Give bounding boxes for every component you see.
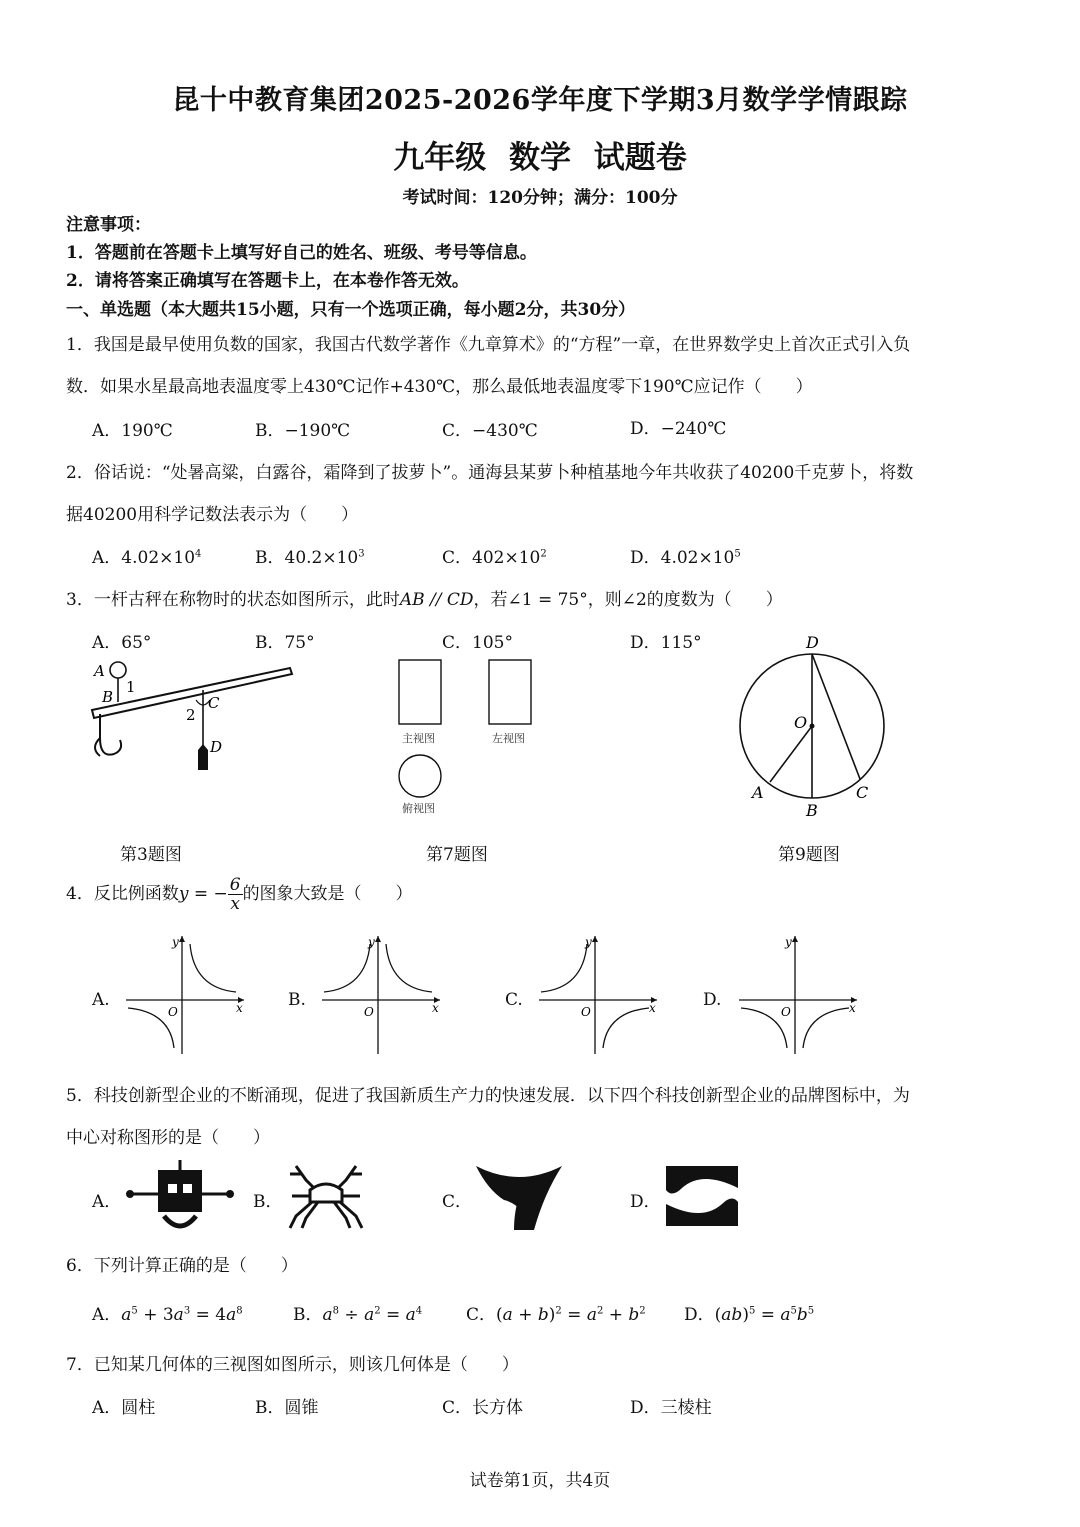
section-title: 一、单选题（本大题共15小题，只有一个选项正确，每小题2分，共30分） — [66, 300, 636, 320]
fig9-label-o: O — [794, 713, 808, 732]
q1-option-c: C．−430℃ — [442, 421, 538, 441]
q3-option-b: B．75° — [255, 633, 315, 653]
q5-line1: 5．科技创新型企业的不断涌现，促进了我国新质生产力的快速发展．以下四个科技创新型企业的品牌图标中，为 — [66, 1086, 910, 1106]
fig3-caption: 第3题图 — [120, 845, 182, 865]
q5-option-d-label: D． — [630, 1192, 661, 1212]
fig3-label-b: B — [102, 688, 114, 706]
q1-line2: 数．如果水星最高地表温度零上430℃记作+430℃，那么最低地表温度零下190℃应记作（ ） — [66, 377, 813, 397]
steelyard-weight — [198, 750, 208, 770]
q2-option-a: A．$4.02\times 10^4$ — [92, 548, 202, 568]
side-view-rect — [489, 660, 531, 724]
fig9-label-a: A — [752, 783, 764, 802]
fig9-label-d: D — [806, 633, 819, 652]
top-view-label: 俯视图 — [402, 802, 435, 815]
svg-text:O: O — [364, 1005, 374, 1019]
fig3-label-c: C — [208, 694, 220, 712]
fig9-label-b: B — [806, 801, 818, 820]
q5-logo-c-curved-triangle-icon — [474, 1160, 564, 1232]
q6-option-d: D．$(ab)^5 = a^5b^5$ — [684, 1305, 815, 1325]
q3-stem: 3．一杆古秤在称物时的状态如图所示，此时AB // CD，若∠1 = 75°，则∠2的度数为（ ） — [66, 590, 783, 610]
paper-subtitle: 九年级 数学 试题卷 — [393, 140, 687, 176]
q6-option-a: A．$a^5 + 3a^3 = 4a^8$ — [92, 1305, 243, 1325]
q2-option-d: D．$4.02\times 10^5$ — [630, 548, 741, 568]
q7-option-a: A．圆柱 — [92, 1398, 156, 1418]
svg-text:y: y — [172, 935, 179, 949]
fig7-caption: 第7题图 — [426, 845, 488, 865]
svg-text:x: x — [236, 1001, 243, 1015]
curve-q2 — [324, 944, 370, 992]
curve-q1 — [386, 944, 432, 992]
q4-graph-a — [120, 930, 250, 1058]
q7-option-b: B．圆锥 — [255, 1398, 319, 1418]
q4-option-c-label: C. — [505, 990, 523, 1010]
q5-option-c-label: C． — [442, 1192, 473, 1212]
fig3-label-1: 1 — [126, 678, 136, 696]
q5-option-b-label: B． — [253, 1192, 283, 1212]
q5-option-a-label: A． — [92, 1192, 122, 1212]
top-view-circle — [399, 755, 441, 797]
q5-logo-d-swirl-icon — [662, 1160, 742, 1232]
steelyard-ring — [110, 662, 126, 678]
q7-option-d: D．三棱柱 — [630, 1398, 712, 1418]
svg-text:y: y — [785, 935, 792, 949]
front-view-label: 主视图 — [402, 732, 435, 745]
q7-option-c: C．长方体 — [442, 1398, 524, 1418]
q5-line2: 中心对称图形的是（ ） — [66, 1128, 270, 1148]
q2-option-b: B．$40.2\times 10^3$ — [255, 548, 365, 568]
exam-info: 考试时间：120分钟；满分：100分 — [402, 188, 678, 208]
q4-graph-c — [533, 930, 663, 1058]
notes-item-1: 1．答题前在答题卡上填写好自己的姓名、班级、考号等信息。 — [66, 243, 537, 263]
fig3-label-a: A — [94, 662, 105, 680]
q1-option-b: B．−190℃ — [255, 421, 351, 441]
q4-graph-b — [316, 930, 446, 1058]
fig3-label-d: D — [210, 738, 223, 756]
q4-option-a-label: A. — [92, 990, 110, 1010]
curve-q4 — [603, 1008, 649, 1048]
svg-text:y: y — [368, 935, 375, 949]
figure-3-steelyard — [80, 652, 310, 782]
q3-option-d: D．115° — [630, 633, 702, 653]
svg-text:y: y — [585, 935, 592, 949]
q4-graph-d — [733, 930, 863, 1058]
svg-text:x: x — [432, 1001, 439, 1015]
exam-title: 昆十中教育集团2025-2026学年度下学期3月数学学情跟踪 — [172, 85, 908, 116]
chord-dc — [812, 654, 860, 779]
q4-option-b-label: B. — [288, 990, 306, 1010]
q4-option-d-label: D. — [703, 990, 722, 1010]
fig9-label-c: C — [856, 783, 869, 802]
notes-item-2: 2．请将答案正确填写在答题卡上，在本卷作答无效。 — [66, 271, 469, 291]
curve-q2 — [541, 944, 587, 992]
q2-line1: 2．俗话说：“处暑高粱，白露谷，霜降到了拔萝卜”。通海县某萝卜种植基地今年共收获了40200千克萝卜，将数 — [66, 463, 914, 483]
q1-line1: 1．我国是最早使用负数的国家，我国古代数学著作《九章算术》的“方程”一章，在世界数学史上首次正式引入负 — [66, 335, 911, 355]
q1-option-d: D．−240℃ — [630, 419, 727, 439]
q6-stem: 6．下列计算正确的是（ ） — [66, 1256, 298, 1276]
radius-oa — [770, 726, 812, 782]
q2-option-c: C．$402\times 10^2$ — [442, 548, 547, 568]
figure-9-circle — [730, 630, 900, 820]
q6-option-c: C．$(a + b)^2 = a^2 + b^2$ — [466, 1305, 646, 1325]
q1-option-a: A．190℃ — [92, 421, 173, 441]
side-view-label: 左视图 — [492, 732, 525, 745]
curve-q4 — [803, 1008, 849, 1048]
fig3-label-2: 2 — [186, 706, 196, 724]
svg-text:x: x — [649, 1001, 656, 1015]
q3-option-a: A．65° — [92, 633, 152, 653]
svg-text:O: O — [581, 1005, 591, 1019]
q6-option-b: B．$a^8 \div a^2 = a^4$ — [293, 1305, 423, 1325]
q2-line2: 据40200用科学记数法表示为（ ） — [66, 505, 359, 525]
curve-q1 — [190, 944, 236, 992]
figure-7-three-views — [385, 652, 555, 822]
center-point — [810, 724, 815, 729]
q7-stem: 7．已知某几何体的三视图如图所示，则该几何体是（ ） — [66, 1355, 519, 1375]
page-footer: 试卷第1页，共4页 — [469, 1471, 611, 1491]
notes-heading: 注意事项： — [66, 215, 151, 235]
q3-option-c: C．105° — [442, 633, 513, 653]
steelyard-hook — [100, 714, 121, 755]
fig9-caption: 第9题图 — [778, 845, 840, 865]
q5-logo-a-robot-icon — [124, 1160, 236, 1232]
front-view-rect — [399, 660, 441, 724]
svg-text:O: O — [781, 1005, 791, 1019]
svg-text:O: O — [168, 1005, 178, 1019]
q4-stem: 4．反比例函数y = − $\frac{6}{x}$ 的图象大致是（ ） — [66, 875, 413, 914]
svg-text:x: x — [849, 1001, 856, 1015]
q4-fraction: $\frac{6}{x}$ — [229, 875, 241, 914]
q5-logo-b-crab-icon — [286, 1160, 366, 1232]
